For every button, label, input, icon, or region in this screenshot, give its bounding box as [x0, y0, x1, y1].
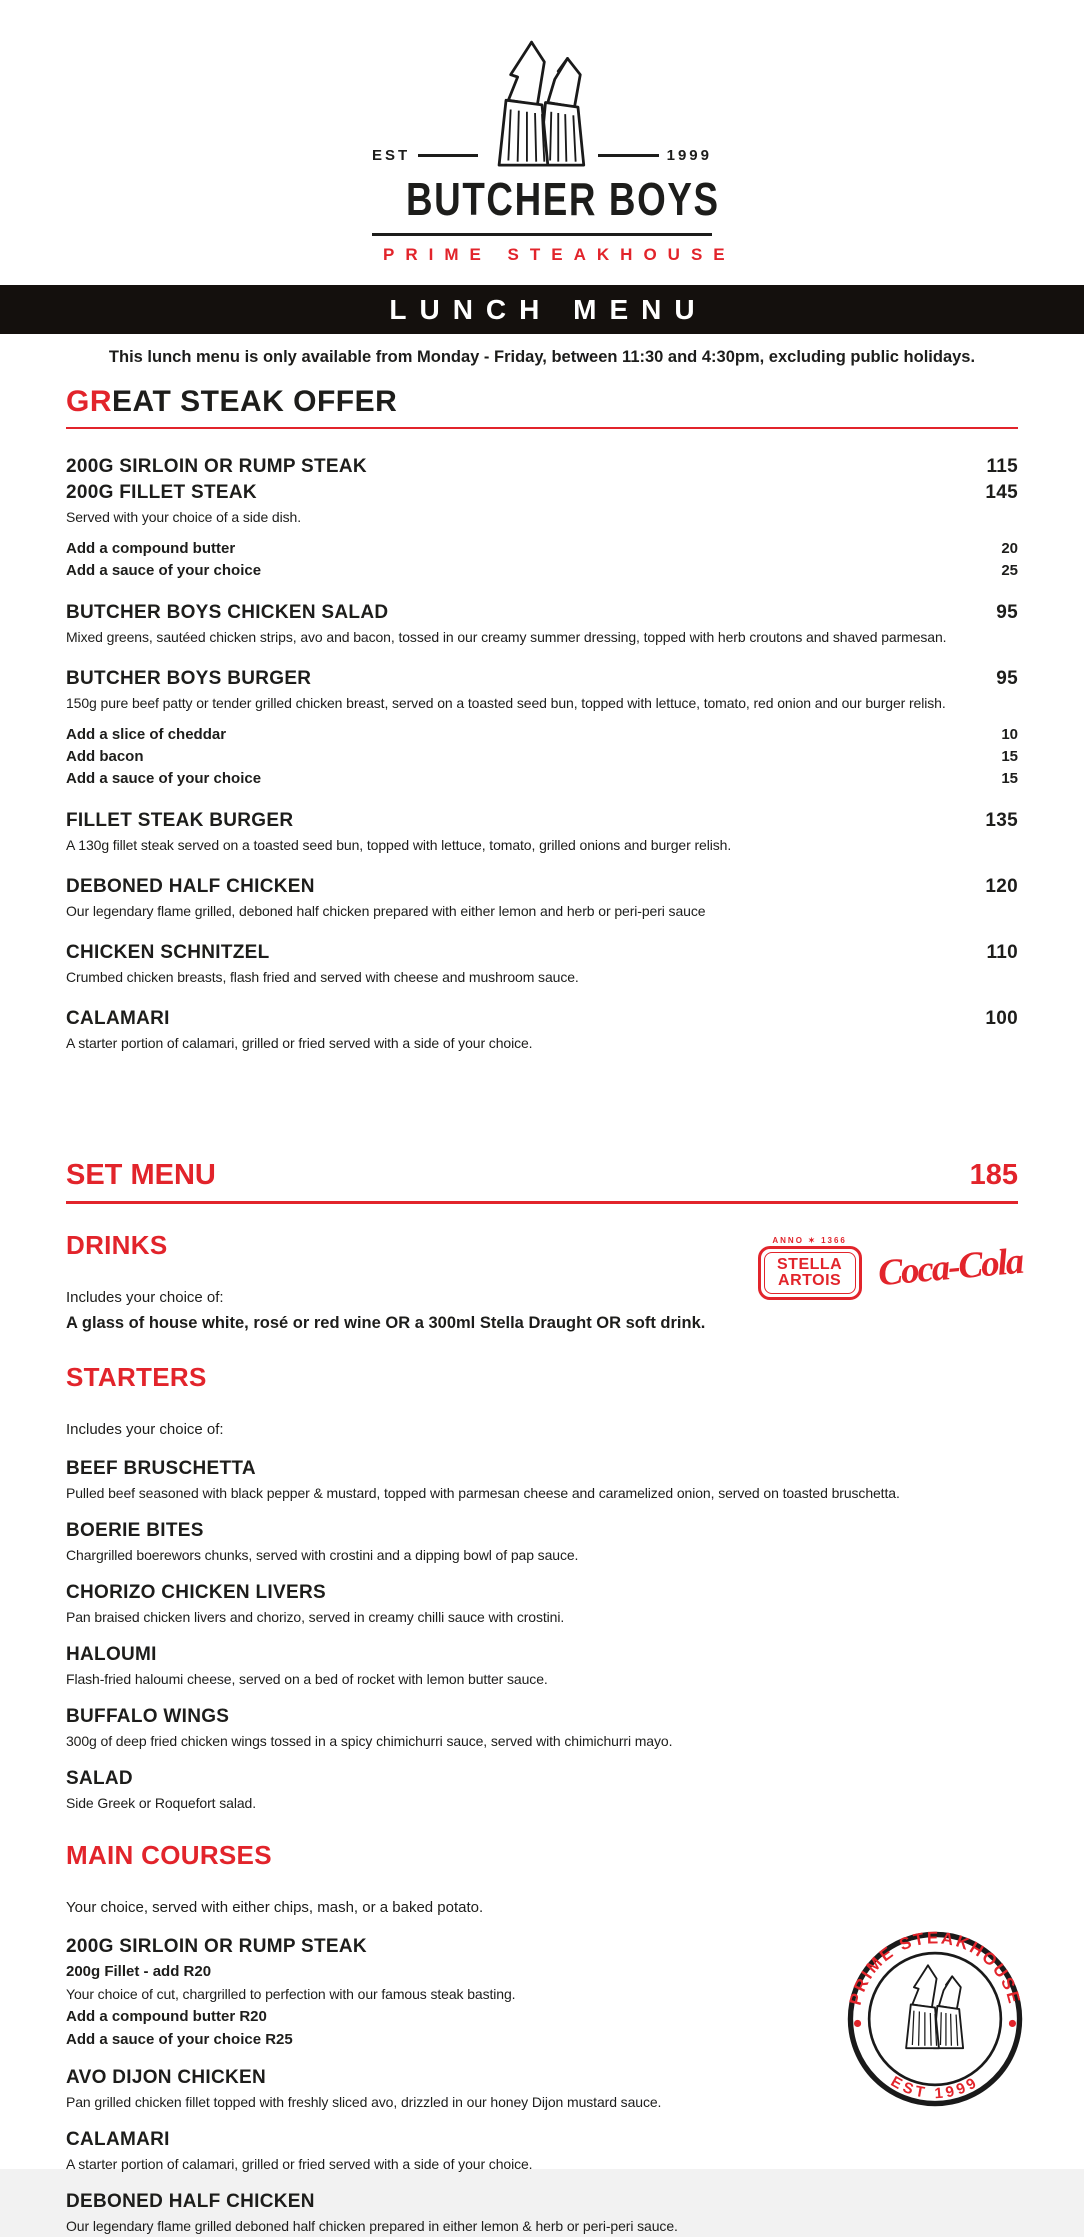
item-price: 135: [985, 809, 1018, 831]
stamp-top-arc-text: PRIME STEAKHOUSE: [846, 1930, 1024, 2008]
stella-artois-logo: [758, 1236, 862, 1300]
heading-red-part: GR: [66, 385, 112, 418]
item-price: 10: [1001, 725, 1018, 743]
item-name: CALAMARI: [66, 2128, 170, 2150]
main-courses-heading: MAIN COURSES: [66, 1839, 272, 1870]
item-description: Mixed greens, sautéed chicken strips, avo and bacon, tossed in our creamy summer dressing, topped with herb croutons and shaved parmesan.: [66, 628, 947, 645]
offer-group: [66, 940, 1018, 988]
item-name: 200G SIRLOIN OR RUMP STEAK: [66, 455, 367, 477]
item-price: 25: [1001, 561, 1018, 579]
item-name: BUTCHER BOYS CHICKEN SALAD: [66, 601, 389, 623]
menu-addon-row: [66, 538, 1018, 560]
lunch-menu-banner: [0, 285, 1084, 334]
item-description: Served with your choice of a side dish.: [66, 508, 302, 525]
starters-item-list: [66, 1456, 1018, 1814]
menu-item: [66, 1456, 1018, 1504]
stella-badge: [758, 1246, 862, 1300]
menu-item: [66, 1518, 1018, 1566]
item-price: 115: [986, 455, 1018, 477]
menu-item: [66, 2127, 1018, 2175]
set-menu-heading-row: [66, 1159, 1018, 1204]
drink-logos: [758, 1236, 1022, 1300]
section-heading-great-steak-offer: [66, 385, 1018, 429]
item-description: Your choice of cut, chargrilled to perfection with our famous steak basting.: [66, 1985, 516, 2002]
item-name: Add bacon: [66, 747, 144, 765]
great-steak-offer-section: [66, 385, 1018, 1054]
item-description: Our legendary flame grilled deboned half chicken prepared in either lemon & herb or peri-peri sauce.: [66, 2217, 678, 2234]
item-name: BUFFALO WINGS: [66, 1705, 230, 1727]
item-price: 110: [986, 941, 1018, 963]
offer-group: [66, 808, 1018, 856]
menu-addon-row: [66, 560, 1018, 582]
brand-name: BUTCHER BOYS: [406, 173, 720, 225]
banner-title: LUNCH MENU: [389, 293, 708, 325]
item-name: BOERIE BITES: [66, 1519, 204, 1541]
item-description: Our legendary flame grilled, deboned half chicken prepared with either lemon and herb or peri-peri sauce: [66, 902, 706, 919]
item-name: HALOUMI: [66, 1643, 157, 1665]
drinks-heading: DRINKS: [66, 1229, 168, 1260]
item-description: 300g of deep fried chicken wings tossed in a spicy chimichurri sauce, served with chimichurri mayo.: [66, 1732, 673, 1749]
stamp-goats-icon: [906, 1965, 963, 2048]
item-price: 15: [1001, 769, 1018, 787]
stamp-bottom-arc-text: EST 1999: [887, 2073, 983, 2103]
menu-item-row: [66, 480, 1018, 506]
offer-group: [66, 600, 1018, 648]
offer-group: [66, 454, 1018, 582]
item-name: CHICKEN SCHNITZEL: [66, 941, 270, 963]
starters-heading: STARTERS: [66, 1361, 207, 1392]
item-description: Side Greek or Roquefort salad.: [66, 1794, 256, 1811]
stella-word-2: ARTOIS: [778, 1271, 842, 1289]
est-label: EST: [372, 147, 411, 164]
coca-cola-logo: Coca-Cola: [876, 1241, 1024, 1295]
menu-addon-row: [66, 746, 1018, 768]
set-menu-price: 185: [969, 1158, 1018, 1191]
item-price: 95: [996, 667, 1018, 689]
est-line-right: [598, 154, 658, 157]
availability-notice: This lunch menu is only available from Monday - Friday, between 11:30 and 4:30pm, excluding public holidays.: [108, 348, 976, 366]
item-name: Add a slice of cheddar: [66, 725, 227, 743]
item-name: BUTCHER BOYS BURGER: [66, 667, 312, 689]
item-description: 150g pure beef patty or tender grilled chicken breast, served on a toasted seed bun, topped with lettuce, tomato, red onion and our burger relish.: [66, 694, 946, 711]
main-courses-note: Your choice, served with either chips, mash, or a baked potato.: [66, 1898, 484, 1916]
brand-tagline: PRIME STEAKHOUSE: [383, 245, 736, 264]
item-description: Flash-fried haloumi cheese, served on a bed of rocket with lemon butter sauce.: [66, 1670, 548, 1687]
item-name: FILLET STEAK BURGER: [66, 809, 294, 831]
item-price: 20: [1001, 539, 1018, 557]
item-price: 15: [1001, 747, 1018, 765]
goats-logo-icon: [484, 38, 600, 174]
starters-subsection: [66, 1362, 1018, 1814]
year-label: 1999: [666, 147, 712, 164]
prime-steakhouse-stamp-seal: [846, 1930, 1024, 2108]
item-description: Pan braised chicken livers and chorizo, served in creamy chilli sauce with crostini.: [66, 1608, 565, 1625]
item-name: DEBONED HALF CHICKEN: [66, 2190, 315, 2212]
menu-item-row: [66, 600, 1018, 626]
item-description: A 130g fillet steak served on a toasted seed bun, topped with lettuce, tomato, grilled onions and burger relish.: [66, 836, 732, 853]
offer-group: [66, 874, 1018, 922]
item-name: AVO DIJON CHICKEN: [66, 2066, 267, 2088]
menu-item-row: [66, 940, 1018, 966]
item-bold-line: Add a compound butter R20: [66, 2007, 267, 2025]
stella-word-1: STELLA: [777, 1255, 843, 1273]
item-price: 95: [996, 601, 1018, 623]
menu-item: [66, 1580, 1018, 1628]
item-name: 200G FILLET STEAK: [66, 481, 257, 503]
est-line-left: [418, 154, 478, 157]
item-description: Crumbed chicken breasts, flash fried and served with cheese and mushroom sauce.: [66, 968, 579, 985]
offer-group: [66, 666, 1018, 790]
stamp-left-dot: [854, 2020, 861, 2027]
stella-anno-text: ANNO ✶ 1366: [772, 1235, 847, 1245]
menu-item-row: [66, 1006, 1018, 1032]
item-name: DEBONED HALF CHICKEN: [66, 875, 315, 897]
item-description: Pulled beef seasoned with black pepper & mustard, topped with parmesan cheese and caramelized onion, served on toasted bruschetta.: [66, 1484, 900, 1501]
item-price: 145: [985, 481, 1018, 503]
item-name: CHORIZO CHICKEN LIVERS: [66, 1581, 326, 1603]
item-description: Pan grilled chicken fillet topped with freshly sliced avo, drizzled in our honey Dijon mustard sauce.: [66, 2093, 662, 2110]
logo-top: [372, 26, 712, 164]
menu-item: [66, 1642, 1018, 1690]
item-name: Add a sauce of your choice: [66, 769, 262, 787]
menu-addon-row: [66, 724, 1018, 746]
drinks-choice-line: A glass of house white, rosé or red wine OR a 300ml Stella Draught OR soft drink.: [66, 1313, 706, 1332]
offer-item-list: [66, 454, 1018, 1054]
item-name: CALAMARI: [66, 1007, 170, 1029]
brand-rule: [372, 233, 712, 236]
stella-badge-inner: [764, 1252, 856, 1294]
menu-item-row: [66, 454, 1018, 480]
item-name: SALAD: [66, 1767, 133, 1789]
menu-addon-row: [66, 768, 1018, 790]
menu-item: [66, 2189, 1018, 2237]
restaurant-logo: [372, 0, 736, 265]
item-description: Chargrilled boerewors chunks, served with crostini and a dipping bowl of pap sauce.: [66, 1546, 579, 1563]
item-name: Add a sauce of your choice: [66, 561, 262, 579]
item-price: 100: [985, 1007, 1018, 1029]
menu-item-row: [66, 808, 1018, 834]
item-bold-line: Add a sauce of your choice R25: [66, 2030, 293, 2048]
drinks-note: Includes your choice of:: [66, 1288, 224, 1306]
menu-item: [66, 1766, 1018, 1814]
menu-item: [66, 1704, 1018, 1752]
set-menu-heading: SET MENU: [66, 1158, 216, 1191]
heading-black-part: EAT STEAK OFFER: [112, 385, 398, 418]
item-description: A starter portion of calamari, grilled or fried served with a side of your choice.: [66, 2155, 533, 2172]
stamp-right-dot: [1009, 2020, 1016, 2027]
item-name: Add a compound butter: [66, 539, 236, 557]
drinks-subsection: [66, 1229, 1024, 1336]
menu-item-row: [66, 874, 1018, 900]
offer-group: [66, 1006, 1018, 1054]
starters-note: Includes your choice of:: [66, 1420, 224, 1438]
item-price: 120: [985, 875, 1018, 897]
item-description: A starter portion of calamari, grilled or fried served with a side of your choice.: [66, 1034, 533, 1051]
menu-item-row: [66, 666, 1018, 692]
item-name: BEEF BRUSCHETTA: [66, 1457, 256, 1479]
item-bold-line: 200g Fillet - add R20: [66, 1962, 212, 1980]
item-name: 200G SIRLOIN OR RUMP STEAK: [66, 1935, 367, 1957]
